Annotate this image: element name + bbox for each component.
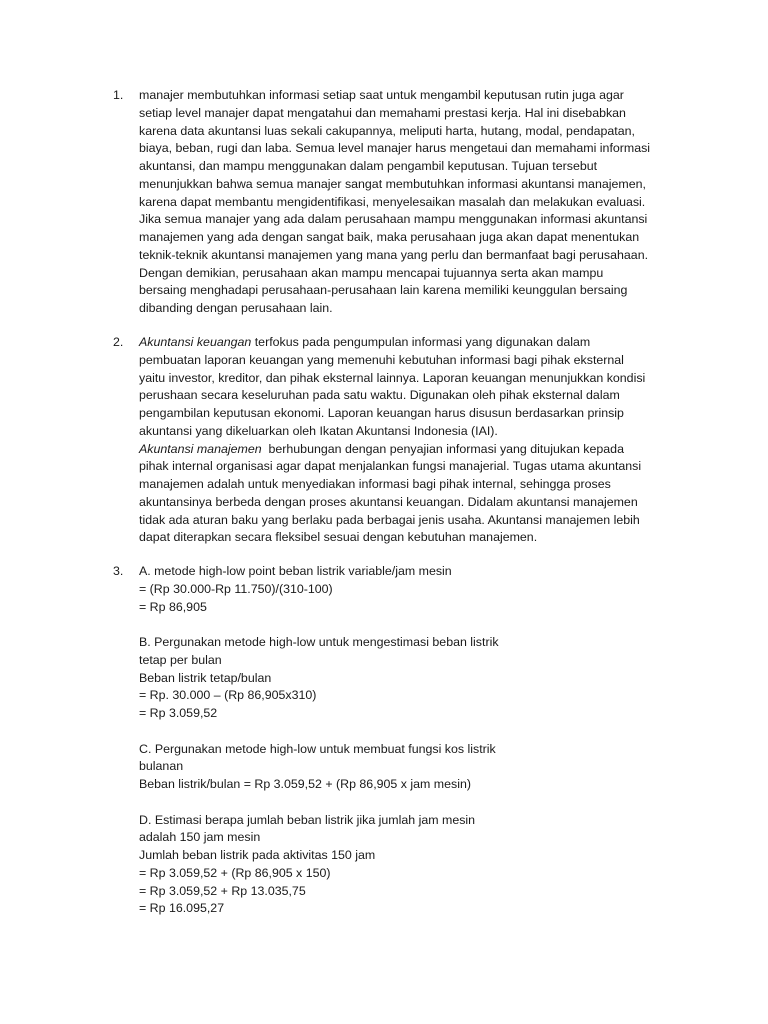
text-line: D. Estimasi berapa jumlah beban listrik jika jumlah jam mesin [139,812,476,827]
text-line: akuntansi, dan mampu menggunakan dalam pengambil keputusan. Tujuan tersebut [139,159,598,173]
text-line: = Rp 3.059,52 + (Rp 86,905 x 150) [139,865,331,880]
text-line: bersaing menghadapi perusahaan-perusahaan lain karena memiliki keunggulan bersaing [139,283,628,298]
text-line: = Rp 16.095,27 [139,901,225,916]
text-line: Dengan demikian, perusahaan akan mampu mencapai tujuannya serta akan mampu [139,265,604,280]
text-line: akuntansinya berbeda dengan proses akuntansi keuangan. Didalam akuntansi manajemen [139,494,638,509]
blank-line [139,616,695,634]
list-number: 1. [113,88,124,102]
list-item-body [139,334,695,547]
list-number: 3. [113,564,124,578]
text-line [139,334,695,352]
text-line: pengambilan keputusan ekonomi. Laporan keuangan harus disusun berdasarkan prinsip [139,406,624,420]
text-line: C. Pergunakan metode high-low untuk membuat fungsi kos listrik [139,741,496,756]
text-line: teknik-teknik akuntansi manajemen yang mana yang perlu dan bermanfaat bagi perusahaan. [139,247,649,262]
text-line: Jika semua manajer yang ada dalam perusahaan mampu menggunakan informasi akuntansi [139,212,648,227]
text-line: manajemen adalah untuk menyediakan informasi bagi pihak internal, sehingga proses [139,477,611,491]
text-line: adalah 150 jam mesin [139,830,261,845]
text-run: terfokus pada pengumpulan informasi yang digunakan dalam [251,335,591,349]
text-line: = Rp. 30.000 – (Rp 86,905x310) [139,688,317,703]
text-line: Beban listrik tetap/bulan [139,670,272,685]
text-line: Jumlah beban listrik pada aktivitas 150 jam [139,848,376,862]
text-line: tidak ada aturan baku yang berlaku pada berbagai jenis usaha. Akuntansi manajemen lebih [139,512,640,527]
text-line: yaitu investor, kreditor, dan pihak eksternal lainnya. Laporan keuangan menunjukkan kondisi [139,370,646,385]
italic-term: Akuntansi manajemen [139,441,262,456]
text-line: pembuatan laporan keuangan yang memenuhi kebutuhan informasi bagi pihak eksternal [139,352,624,367]
text-line: karena data akuntansi luas sekali cakupannya, meliputi harta, hutang, modal, pendapatan, [139,123,635,138]
text-line: A. metode high-low point beban listrik variable/jam mesin [139,564,452,578]
text-line: = (Rp 30.000-Rp 11.750)/(310-100) [139,581,333,596]
text-line: manajemen yang ada dengan sangat baik, maka perusahaan juga akan dapat menentukan [139,230,640,244]
text-line [139,441,695,459]
text-line: biaya, beban, rugi dan laba. Semua level manajer harus mengetaui dan memahami informasi [139,141,651,156]
text-line: pihak internal organisasi agar dapat menjalankan fungsi manajerial. Tugas utama akuntansi [139,459,642,474]
blank-line [139,794,695,812]
list-item-body [139,563,695,918]
text-line: = Rp 86,905 [139,599,207,614]
text-line: perushaan secara keseluruhan pada satu waktu. Digunakan oleh pihak eksternal dalam [139,388,620,403]
text-line: manajer membutuhkan informasi setiap saat untuk mengambil keputusan rutin juga agar [139,88,624,102]
text-line: tetap per bulan [139,652,222,667]
text-line: setiap level manajer dapat mengatahui dan memahami prestasi kerja. Hal ini disebabkan [139,105,626,120]
text-line: Beban listrik/bulan = Rp 3.059,52 + (Rp 86,905 x jam mesin) [139,777,471,791]
list-number: 2. [113,335,124,349]
text-line: = Rp 3.059,52 [139,706,218,720]
text-line: akuntansi yang dikeluarkan oleh Ikatan Akuntansi Indonesia (IAI). [139,423,498,438]
italic-term: Akuntansi keuangan [139,335,252,349]
list-item-body [139,87,695,318]
text-run: berhubungan dengan penyajian informasi yang ditujukan kepada [261,441,624,456]
text-line: dapat diterapkan secara fleksibel sesuai dengan kebutuhan manajemen. [139,530,538,545]
text-line: bulanan [139,759,184,774]
text-line: = Rp 3.059,52 + Rp 13.035,75 [139,883,306,898]
text-line: karena dapat membantu mengidentifikasi, menyelesaikan masalah dan melakukan evaluasi. [139,194,646,209]
text-line: dibanding dengan perusahaan lain. [139,301,333,315]
text-line: B. Pergunakan metode high-low untuk mengestimasi beban listrik [139,635,499,649]
text-line: menunjukkan bahwa semua manajer sangat membutuhkan informasi akuntansi manajemen, [139,176,646,191]
blank-line [139,723,695,741]
